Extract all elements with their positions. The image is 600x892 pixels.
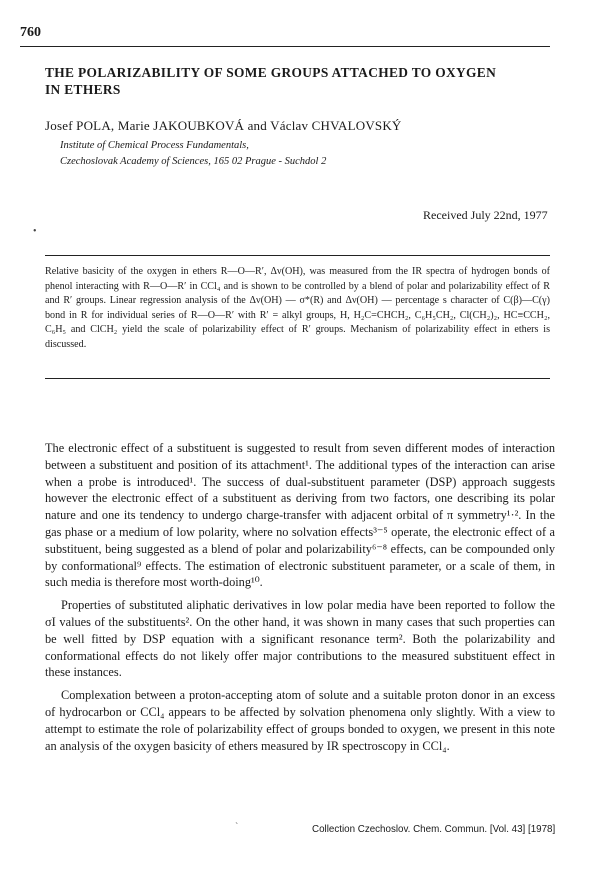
authors: Josef POLA, Marie JAKOUBKOVÁ and Václav CHVALOVSKÝ [45,118,402,133]
body-text [45,440,555,760]
margin-mark: • [33,226,37,237]
abstract-rule-bottom [45,378,550,379]
paragraph: Properties of substituted aliphatic derivatives in low polar media have been reported to follow the σI values of the substituents². On the other hand, it was shown in many cases that such properties can be well fitted by DSP equation with a significant resonance term². Both the polarizability and conformational effects do not likely offer major contributions to the measured substituent effect in these instances. [45,598,555,680]
affiliation-line-2: Czechoslovak Academy of Sciences, 165 02 Prague - Suchdol 2 [60,156,327,167]
journal-footer: Collection Czechoslov. Chem. Commun. [Vol. 43] [1978] [312,824,556,835]
footer-mark: ˋ [235,822,239,833]
received-date: Received July 22nd, 1977 [423,208,548,222]
abstract: Relative basicity of the oxygen in ethers R—O—R′, Δν(OH), was measured from the IR spectra of hydrogen bonds of phenol interacting with R—O—R′ in CCl₄ and is shown to be controlled by a blend of polar and polarizability effect of R and R′ groups. Linear regression analysis of the Δν(OH) — σ*(R) and Δν(OH) — percentage s character of C(β)—C(γ) bond in R for individual series of R—O—R′ with R′ = alkyl groups, H, H₂C=CHCH₂, C₆H₅CH₂, Cl(CH₂)₂, HC≡CCH₂, C₆H₅ and ClCH₂ yield the scale of polarizability effect of R′ groups. Mechanism of polarizability effect in ethers is discussed. [45,266,550,350]
header-rule [20,46,550,47]
affiliation [60,138,326,170]
paragraph: Complexation between a proton-accepting atom of solute and a suitable proton donor in an excess of hydrocarbon or CCl₄ appears to be affected by solvation phenomena only slightly. With a view to attempt to estimate the role of polarizability effect of groups bonded to oxygen, we present in this note an analysis of the oxygen basicity of ethers measured by IR spectroscopy in CCl₄. [45,688,555,753]
article-title: THE POLARIZABILITY OF SOME GROUPS ATTACHED TO OXYGEN IN ETHERS [45,65,497,97]
abstract-rule-top [45,255,550,256]
affiliation-line-1: Institute of Chemical Process Fundamentals, [60,140,249,151]
page-number: 760 [20,25,41,40]
paragraph: The electronic effect of a substituent is suggested to result from seven different modes of interaction between a substituent and position of its attachment¹. The additional types of the interaction can arise when a probe is introduced¹. The success of dual-substituent parameter (DSP) approach suggests however the electronic effect of a substituent as deriving from two factors, one describing its polar nature and one its tendency to undergo charge-transfer with adjacent orbital of π symmetry¹·². In the gas phase or a medium of low polarity, where no solvation effects³⁻⁵ operate, the electronic effect of a substituent, being suggested as a blend of polar and polarizability⁶⁻⁸ effects, can be compounded only by conformational⁹ effects. The estimation of electronic substituent parameter, or a scale of them, in such media is therefore most worth-doing¹⁰. [45,441,555,590]
